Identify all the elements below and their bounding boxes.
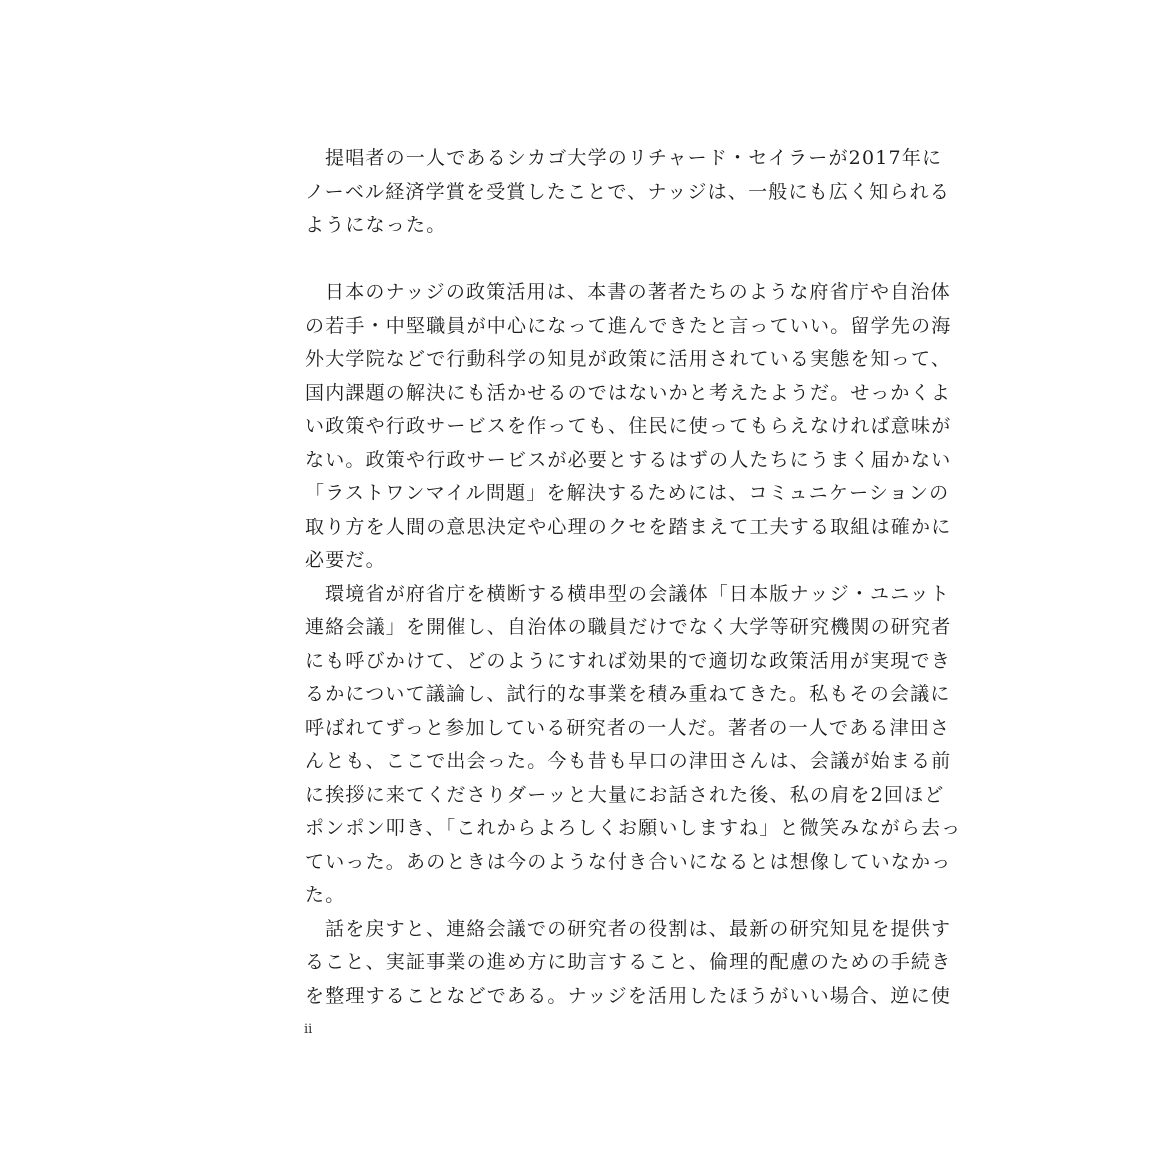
text-line: ノーベル経済学賞を受賞したことで、ナッジは、一般にも広く知られる xyxy=(305,180,951,203)
paragraph-4 xyxy=(305,913,952,1014)
text-line: を整理することなどである。ナッジを活用したほうがいい場合、逆に使 xyxy=(305,984,952,1007)
text-line: の若手・中堅職員が中心になって進んできたと言っていい。留学先の海 xyxy=(305,314,952,337)
text-line: に挨拶に来てくださりダーッと大量にお話された後、私の肩を2回ほど xyxy=(305,783,945,806)
text-line: た。 xyxy=(305,884,346,906)
paragraph-3 xyxy=(305,578,962,913)
text-line: ること、実証事業の進め方に助言すること、倫理的配慮のための手続き xyxy=(305,951,952,973)
text-line: 取り方を人間の意思決定や心理のクセを踏まえて工夫する取組は確かに xyxy=(305,515,952,538)
text-line: るかについて議論し、試行的な事業を積み重ねてきた。私もその会議に xyxy=(305,683,951,705)
text-line: んとも、ここで出会った。今も昔も早口の津田さんは、会議が始まる前 xyxy=(305,750,952,772)
text-line: 外大学院などで行動科学の知見が政策に活用されている実態を知って、 xyxy=(305,348,952,370)
text-line: 提唱者の一人であるシカゴ大学のリチャード・セイラーが2017年に xyxy=(325,147,943,169)
text-line: ポンポン叩き、「これからよろしくお願いしますね」と微笑みながら去っ xyxy=(305,817,962,839)
body-text xyxy=(305,142,962,1013)
paragraph-gap xyxy=(305,243,865,277)
text-line: 必要だ。 xyxy=(305,549,386,571)
text-line: 呼ばれてずっと参加している研究者の一人だ。著者の一人である津田さ xyxy=(305,716,951,739)
text-line: 連絡会議」を開催し、自治体の職員だけでなく大学等研究機関の研究者 xyxy=(305,616,952,638)
paragraph-2 xyxy=(305,276,952,578)
text-line: 話を戻すと、連絡会議での研究者の役割は、最新の研究知見を提供す xyxy=(325,917,952,940)
text-line: 「ラストワンマイル問題」を解決するためには、コミュニケーションの xyxy=(305,482,950,504)
text-line: 国内課題の解決にも活かせるのではないかと考えたようだ。せっかくよ xyxy=(305,381,952,404)
text-line: い政策や行政サービスを作っても、住民に使ってもらえなければ意味が xyxy=(305,415,952,437)
paragraph-1 xyxy=(305,142,951,243)
text-line: ようになった。 xyxy=(305,214,447,236)
text-line: ていった。あのときは今のような付き合いになるとは想像していなかっ xyxy=(305,850,952,873)
page-number: ii xyxy=(304,1022,313,1037)
text-line: にも呼びかけて、どのようにすれば効果的で適切な政策活用が実現でき xyxy=(305,649,952,672)
text-line: ない。政策や行政サービスが必要とするはずの人たちにうまく届かない xyxy=(305,448,952,471)
text-line: 環境省が府省庁を横断する横串型の会議体「日本版ナッジ・ユニット xyxy=(325,582,951,605)
text-line: 日本のナッジの政策活用は、本書の著者たちのような府省庁や自治体 xyxy=(325,281,951,303)
